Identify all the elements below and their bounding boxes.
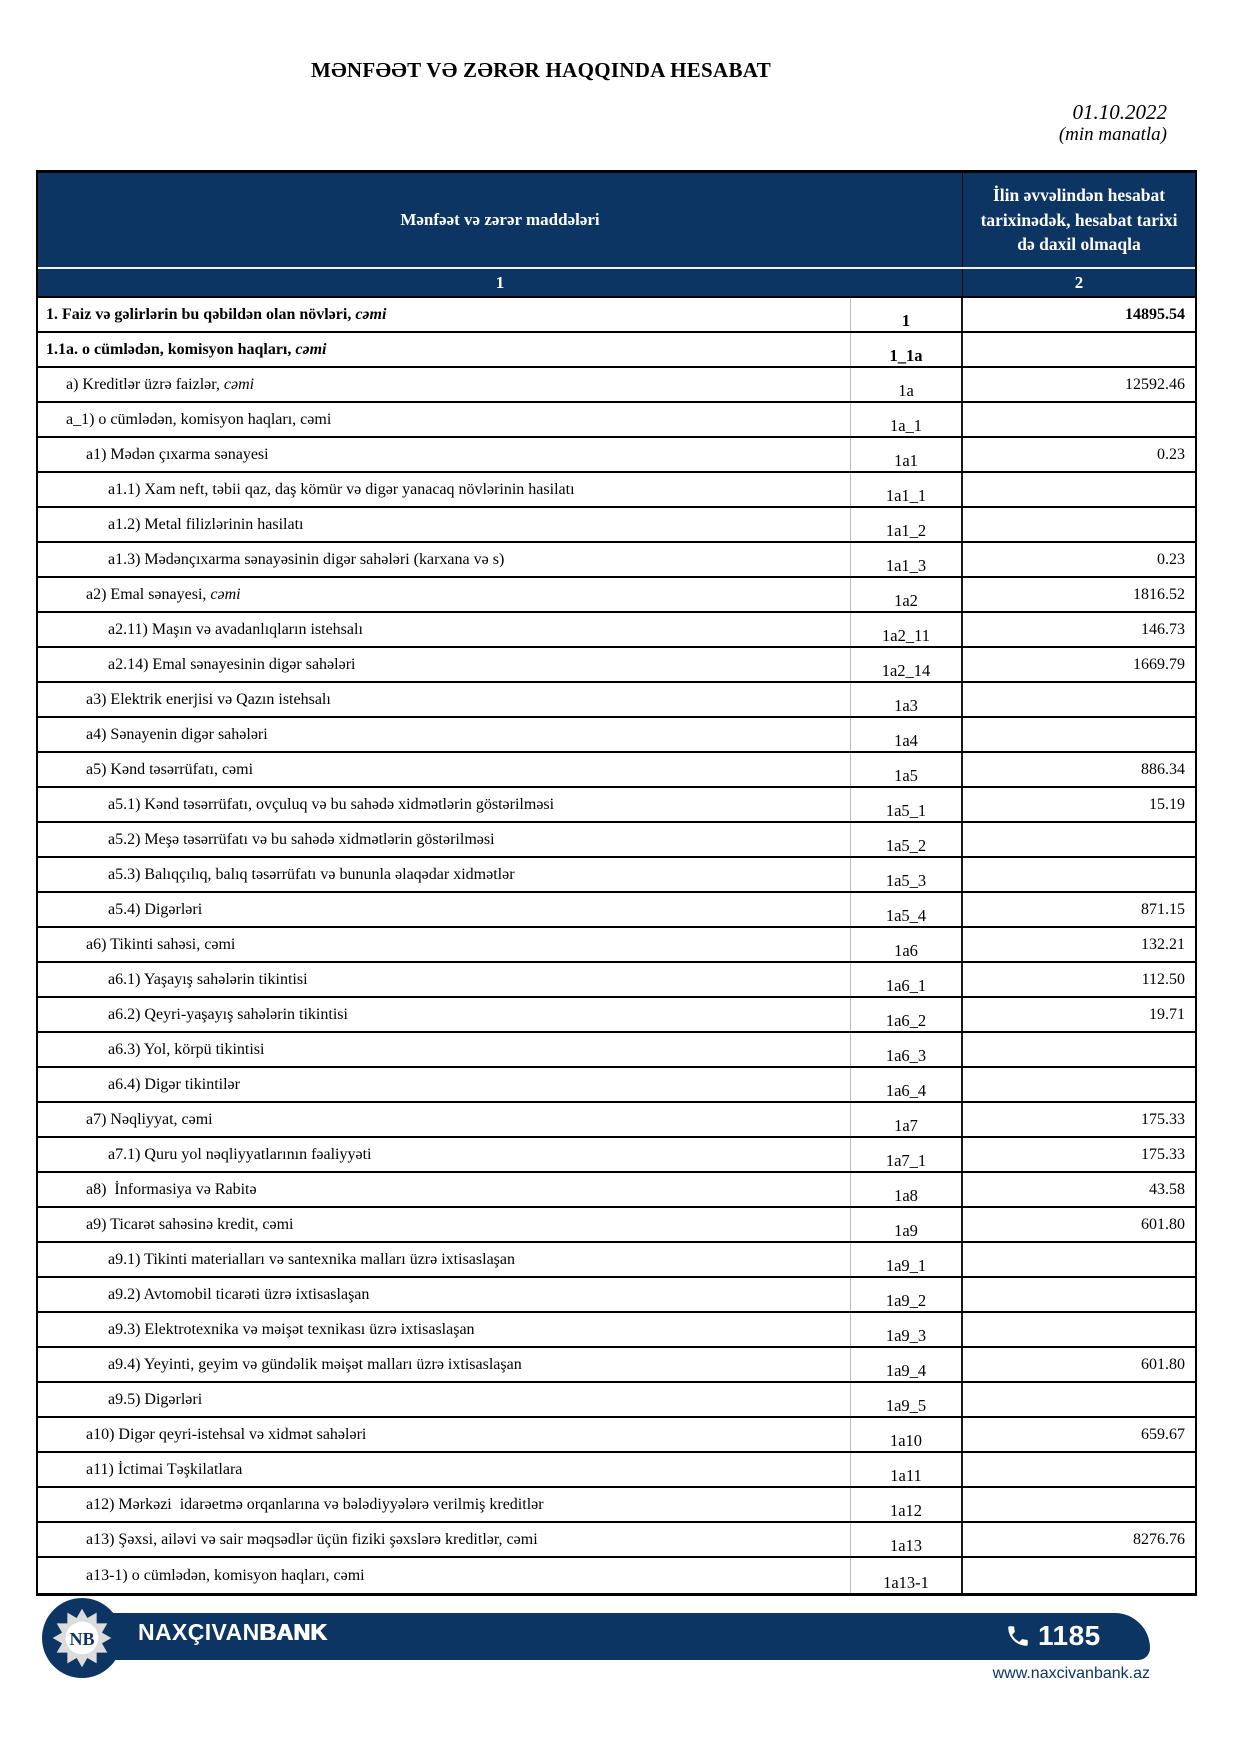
- table-row: [38, 1138, 1195, 1173]
- row-value: [963, 1383, 1195, 1416]
- row-value: 19.71: [1149, 1005, 1185, 1023]
- table-row: [38, 823, 1195, 858]
- table-row: [38, 1313, 1195, 1348]
- row-label: a2.14) Emal sənayesinin digər sahələri: [38, 648, 851, 681]
- row-code: 1a12: [851, 1488, 963, 1521]
- table-row: [38, 858, 1195, 893]
- row-code: 1a5_4: [851, 893, 963, 926]
- row-value: 886.34: [1141, 760, 1185, 778]
- bank-name: [138, 1621, 328, 1644]
- row-value: 132.21: [1141, 935, 1185, 953]
- row-label: a2) Emal sənayesi, cəmi: [38, 578, 851, 611]
- row-label: a7) Nəqliyyat, cəmi: [38, 1103, 851, 1136]
- subheader-col2: 2: [1074, 272, 1084, 292]
- row-value: [963, 683, 1195, 716]
- row-code: 1a1_1: [851, 473, 963, 506]
- row-code: 1a5: [851, 753, 963, 786]
- row-code: 1a2: [851, 578, 963, 611]
- row-code: 1a8: [851, 1173, 963, 1206]
- row-code: 1a6_4: [851, 1068, 963, 1101]
- table-row: [38, 508, 1195, 543]
- table-row: [38, 543, 1195, 578]
- row-value: 0.23: [1157, 445, 1185, 463]
- phone-handset-icon: [1005, 1623, 1031, 1649]
- row-label: a13-1) o cümlədən, komisyon haqları, cəmi: [38, 1558, 851, 1593]
- row-value: 175.33: [1141, 1110, 1185, 1128]
- table-row: [38, 298, 1195, 333]
- row-code: 1a1_3: [851, 543, 963, 576]
- table-row: [38, 1418, 1195, 1453]
- row-code: 1a: [851, 368, 963, 401]
- table-row: [38, 333, 1195, 368]
- row-label: a1.2) Metal filizlərinin hasilatı: [38, 508, 851, 541]
- row-code: 1a10: [851, 1418, 963, 1451]
- row-label: a5) Kənd təsərrüfatı, cəmi: [38, 753, 851, 786]
- row-code: 1: [851, 298, 963, 331]
- row-label: a12) Mərkəzi idarəetmə orqanlarına və bələdiyyələrə verilmiş kreditlər: [38, 1488, 851, 1521]
- row-code: 1a2_14: [851, 648, 963, 681]
- row-value: [963, 1453, 1195, 1486]
- bank-logo: [42, 1598, 122, 1678]
- row-value: [963, 823, 1195, 856]
- table-row: [38, 578, 1195, 613]
- row-label: a5.1) Kənd təsərrüfatı, ovçuluq və bu sahədə xidmətlərin göstərilməsi: [38, 788, 851, 821]
- row-value: [963, 858, 1195, 891]
- table-row: [38, 1348, 1195, 1383]
- row-code: 1a4: [851, 718, 963, 751]
- table-subheader: [38, 267, 1195, 298]
- report-date: 01.10.2022: [1072, 100, 1167, 124]
- row-label: a6.2) Qeyri-yaşayış sahələrin tikintisi: [38, 998, 851, 1031]
- report-meta: [1059, 100, 1167, 146]
- row-code: 1a13-1: [851, 1558, 963, 1593]
- row-value: 601.80: [1141, 1355, 1185, 1373]
- row-label: 1. Faiz və gəlirlərin bu qəbildən olan növləri, cəmi: [38, 298, 851, 331]
- table-row: [38, 1208, 1195, 1243]
- row-code: 1a9_5: [851, 1383, 963, 1416]
- row-value: 0.23: [1157, 550, 1185, 568]
- row-label: a5.2) Meşə təsərrüfatı və bu sahədə xidmətlərin göstərilməsi: [38, 823, 851, 856]
- table-row: [38, 1173, 1195, 1208]
- row-value: 112.50: [1141, 970, 1185, 988]
- row-code: 1a5_2: [851, 823, 963, 856]
- table-row: [38, 1278, 1195, 1313]
- row-label: a9.1) Tikinti materialları və santexnika malları üzrə ixtisaslaşan: [38, 1243, 851, 1276]
- row-label: a13) Şəxsi, ailəvi və sair məqsədlər üçün fiziki şəxslərə kreditlər, cəmi: [38, 1523, 851, 1556]
- row-label: a10) Digər qeyri-istehsal və xidmət sahələri: [38, 1418, 851, 1451]
- row-label: a6.3) Yol, körpü tikintisi: [38, 1033, 851, 1066]
- row-code: 1a6: [851, 928, 963, 961]
- row-code: 1a9: [851, 1208, 963, 1241]
- row-code: 1a6_3: [851, 1033, 963, 1066]
- row-label: a8) İnformasiya və Rabitə: [38, 1173, 851, 1206]
- row-label: a6) Tikinti sahəsi, cəmi: [38, 928, 851, 961]
- row-value: 8276.76: [1133, 1530, 1185, 1548]
- row-code: 1a1_2: [851, 508, 963, 541]
- row-label: a2.11) Maşın və avadanlıqların istehsalı: [38, 613, 851, 646]
- row-code: 1a2_11: [851, 613, 963, 646]
- row-label: a9) Ticarət sahəsinə kredit, cəmi: [38, 1208, 851, 1241]
- row-label: a9.3) Elektrotexnika və məişət texnikası üzrə ixtisaslaşan: [38, 1313, 851, 1346]
- row-value: 43.58: [1149, 1180, 1185, 1198]
- row-value: 659.67: [1141, 1425, 1185, 1443]
- profit-loss-table: [36, 170, 1197, 1596]
- hotline: [1005, 1620, 1101, 1652]
- hotline-number: 1185: [1038, 1620, 1101, 1651]
- row-value: [963, 718, 1195, 751]
- row-label: a9.2) Avtomobil ticarəti üzrə ixtisaslaşan: [38, 1278, 851, 1311]
- row-value: 15.19: [1149, 795, 1185, 813]
- table-header: [38, 173, 1195, 267]
- row-value: [963, 403, 1195, 436]
- row-label: a6.1) Yaşayış sahələrin tikintisi: [38, 963, 851, 996]
- table-body: [38, 298, 1195, 1593]
- row-value: [963, 333, 1195, 366]
- row-value: [963, 1033, 1195, 1066]
- row-value: 1669.79: [1133, 655, 1185, 673]
- bank-name-bank: BANK: [259, 1619, 328, 1645]
- row-value: 175.33: [1141, 1145, 1185, 1163]
- row-label: a11) İctimai Təşkilatlara: [38, 1453, 851, 1486]
- row-value: 601.80: [1141, 1215, 1185, 1233]
- table-row: [38, 473, 1195, 508]
- table-row: [38, 1243, 1195, 1278]
- bank-name-naxcivan: NAXÇIVAN: [138, 1619, 260, 1645]
- row-value: [963, 508, 1195, 541]
- table-row: [38, 718, 1195, 753]
- table-row: [38, 963, 1195, 998]
- row-label: a1.1) Xam neft, təbii qaz, daş kömür və digər yanacaq növlərinin hasilatı: [38, 473, 851, 506]
- table-row: [38, 1103, 1195, 1138]
- table-row: [38, 998, 1195, 1033]
- row-code: 1a6_2: [851, 998, 963, 1031]
- header-value-label: İlin əvvəlindən hesabat tarixinədək, hesabat tarixi də daxil olmaqla: [980, 185, 1178, 255]
- table-row: [38, 648, 1195, 683]
- row-code: 1a5_3: [851, 858, 963, 891]
- row-label: a5.3) Balıqçılıq, balıq təsərrüfatı və bununla əlaqədar xidmətlər: [38, 858, 851, 891]
- table-row: [38, 1033, 1195, 1068]
- row-value: 871.15: [1141, 900, 1185, 918]
- row-value: [963, 1068, 1195, 1101]
- row-label: a1.3) Mədənçıxarma sənayəsinin digər sahələri (karxana və s): [38, 543, 851, 576]
- website-url: www.naxcivanbank.az: [992, 1665, 1150, 1682]
- row-value: [963, 473, 1195, 506]
- row-label: a9.4) Yeyinti, geyim və gündəlik məişət malları üzrə ixtisaslaşan: [38, 1348, 851, 1381]
- row-value: [963, 1558, 1195, 1593]
- row-code: 1_1a: [851, 333, 963, 366]
- row-label: a4) Sənayenin digər sahələri: [38, 718, 851, 751]
- row-code: 1a1: [851, 438, 963, 471]
- row-label: a1) Mədən çıxarma sənayesi: [38, 438, 851, 471]
- row-code: 1a9_2: [851, 1278, 963, 1311]
- row-value: 1816.52: [1133, 585, 1185, 603]
- row-code: 1a9_1: [851, 1243, 963, 1276]
- report-title: MƏNFƏƏT VƏ ZƏRƏR HAQQINDA HESABAT: [310, 58, 772, 82]
- table-row: [38, 438, 1195, 473]
- row-label: a_1) o cümlədən, komisyon haqları, cəmi: [38, 403, 851, 436]
- table-row: [38, 788, 1195, 823]
- row-code: 1a9_4: [851, 1348, 963, 1381]
- table-row: [38, 893, 1195, 928]
- row-label: a5.4) Digərləri: [38, 893, 851, 926]
- row-value: 12592.46: [1125, 375, 1185, 393]
- table-row: [38, 683, 1195, 718]
- row-code: 1a5_1: [851, 788, 963, 821]
- row-label: a) Kreditlər üzrə faizlər, cəmi: [38, 368, 851, 401]
- table-row: [38, 1558, 1195, 1593]
- table-row: [38, 1523, 1195, 1558]
- table-row: [38, 928, 1195, 963]
- table-row: [38, 753, 1195, 788]
- row-label: 1.1a. o cümlədən, komisyon haqları, cəmi: [38, 333, 851, 366]
- table-row: [38, 368, 1195, 403]
- row-value: [963, 1313, 1195, 1346]
- row-code: 1a7_1: [851, 1138, 963, 1171]
- gear-emblem-icon: [51, 1607, 113, 1669]
- row-code: 1a11: [851, 1453, 963, 1486]
- header-items-label: Mənfəət və zərər maddələri: [38, 173, 963, 267]
- row-label: a7.1) Quru yol nəqliyyatlarının fəaliyyəti: [38, 1138, 851, 1171]
- table-row: [38, 613, 1195, 648]
- row-value: [963, 1243, 1195, 1276]
- report-unit: (min manatla): [1058, 124, 1167, 146]
- row-code: 1a_1: [851, 403, 963, 436]
- table-row: [38, 1068, 1195, 1103]
- subheader-col1: 1: [38, 269, 963, 296]
- table-row: [38, 403, 1195, 438]
- row-label: a3) Elektrik enerjisi və Qazın istehsalı: [38, 683, 851, 716]
- row-value: 14895.54: [1125, 305, 1185, 323]
- row-label: a9.5) Digərləri: [38, 1383, 851, 1416]
- table-row: [38, 1453, 1195, 1488]
- table-row: [38, 1383, 1195, 1418]
- row-code: 1a9_3: [851, 1313, 963, 1346]
- nb-monogram: NB: [69, 1628, 95, 1649]
- row-value: 146.73: [1141, 620, 1185, 638]
- row-label: a6.4) Digər tikintilər: [38, 1068, 851, 1101]
- row-value: [963, 1488, 1195, 1521]
- row-code: 1a13: [851, 1523, 963, 1556]
- row-value: [963, 1278, 1195, 1311]
- table-row: [38, 1488, 1195, 1523]
- row-code: 1a7: [851, 1103, 963, 1136]
- row-code: 1a6_1: [851, 963, 963, 996]
- row-code: 1a3: [851, 683, 963, 716]
